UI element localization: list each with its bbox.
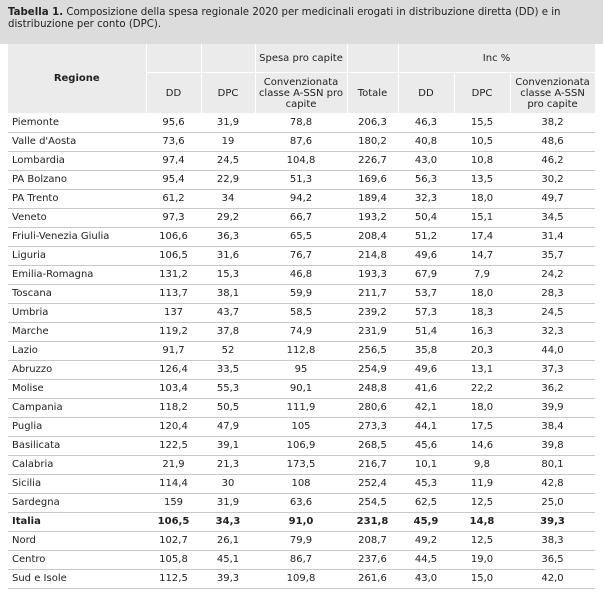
cell-convenzionata: 105 [255,418,347,437]
header-spesa-pro-capite: Spesa pro capite [255,44,347,73]
cell-totale: 254,9 [347,361,398,380]
cell-dpc: 26,1 [201,532,255,551]
cell-regione: Piemonte [8,114,146,133]
cell-regione: Italia [8,513,146,532]
cell-regione: Liguria [8,247,146,266]
cell-inc-dd: 53,7 [398,285,454,304]
cell-regione: Emilia-Romagna [8,266,146,285]
table-row [8,247,595,266]
cell-inc-dpc: 15,1 [454,209,510,228]
cell-inc-dpc: 10,5 [454,133,510,152]
table-row [8,551,595,570]
cell-totale: 252,4 [347,475,398,494]
cell-inc-dpc: 15,5 [454,114,510,133]
cell-totale: 280,6 [347,399,398,418]
cell-dpc: 21,3 [201,456,255,475]
cell-inc-dd: 49,6 [398,361,454,380]
header-inc-percent: Inc % [398,44,595,73]
cell-dpc: 15,3 [201,266,255,285]
table-row [8,513,595,532]
cell-totale: 268,5 [347,437,398,456]
header-convenzionata: Convenzionata classe A-SSN pro capite [255,73,347,114]
cell-dpc: 38,1 [201,285,255,304]
cell-inc-convenzionata: 31,4 [510,228,595,247]
cell-dpc: 45,1 [201,551,255,570]
table-row [8,437,595,456]
table-row [8,456,595,475]
cell-inc-dd: 67,9 [398,266,454,285]
cell-inc-dd: 10,1 [398,456,454,475]
cell-totale: 208,4 [347,228,398,247]
cell-convenzionata: 111,9 [255,399,347,418]
cell-convenzionata: 58,5 [255,304,347,323]
cell-dd: 122,5 [146,437,201,456]
table-row [8,190,595,209]
cell-convenzionata: 51,3 [255,171,347,190]
cell-totale: 248,8 [347,380,398,399]
cell-inc-convenzionata: 24,5 [510,304,595,323]
cell-regione: Sicilia [8,475,146,494]
table-body [8,114,595,589]
table-row [8,266,595,285]
cell-inc-convenzionata: 42,0 [510,570,595,589]
cell-inc-dpc: 18,3 [454,304,510,323]
cell-inc-dd: 40,8 [398,133,454,152]
cell-inc-dd: 51,2 [398,228,454,247]
cell-inc-convenzionata: 24,2 [510,266,595,285]
cell-dd: 105,8 [146,551,201,570]
cell-inc-dd: 44,5 [398,551,454,570]
header-blank-totale [347,44,398,73]
cell-inc-dpc: 22,2 [454,380,510,399]
cell-regione: Lazio [8,342,146,361]
cell-convenzionata: 94,2 [255,190,347,209]
cell-regione: PA Bolzano [8,171,146,190]
cell-dd: 137 [146,304,201,323]
table-row [8,133,595,152]
cell-inc-dd: 35,8 [398,342,454,361]
header-regione: Regione [8,44,146,114]
cell-dd: 106,6 [146,228,201,247]
cell-dpc: 55,3 [201,380,255,399]
cell-totale: 208,7 [347,532,398,551]
cell-inc-dd: 62,5 [398,494,454,513]
cell-regione: Centro [8,551,146,570]
cell-dpc: 22,9 [201,171,255,190]
cell-convenzionata: 104,8 [255,152,347,171]
cell-inc-convenzionata: 46,2 [510,152,595,171]
cell-dd: 120,4 [146,418,201,437]
cell-convenzionata: 66,7 [255,209,347,228]
cell-dpc: 31,6 [201,247,255,266]
cell-dpc: 36,3 [201,228,255,247]
cell-regione: Puglia [8,418,146,437]
cell-inc-convenzionata: 35,7 [510,247,595,266]
cell-dpc: 33,5 [201,361,255,380]
cell-inc-dpc: 13,5 [454,171,510,190]
cell-dpc: 37,8 [201,323,255,342]
cell-totale: 169,6 [347,171,398,190]
cell-inc-convenzionata: 38,4 [510,418,595,437]
table-row [8,399,595,418]
table-row [8,171,595,190]
cell-convenzionata: 74,9 [255,323,347,342]
cell-inc-dpc: 9,8 [454,456,510,475]
cell-dd: 95,4 [146,171,201,190]
cell-dpc: 34,3 [201,513,255,532]
cell-convenzionata: 95 [255,361,347,380]
cell-regione: Calabria [8,456,146,475]
table-row [8,342,595,361]
cell-regione: Sud e Isole [8,570,146,589]
cell-convenzionata: 63,6 [255,494,347,513]
table-row [8,285,595,304]
cell-regione: Friuli-Venezia Giulia [8,228,146,247]
cell-dd: 114,4 [146,475,201,494]
cell-inc-dpc: 18,0 [454,399,510,418]
cell-totale: 237,6 [347,551,398,570]
cell-dd: 21,9 [146,456,201,475]
cell-inc-dd: 51,4 [398,323,454,342]
table-row [8,380,595,399]
cell-regione: Campania [8,399,146,418]
cell-inc-dpc: 7,9 [454,266,510,285]
cell-dpc: 31,9 [201,114,255,133]
header-inc-dpc: DPC [454,73,510,114]
cell-inc-dpc: 10,8 [454,152,510,171]
cell-regione: Marche [8,323,146,342]
cell-convenzionata: 46,8 [255,266,347,285]
cell-inc-dpc: 18,0 [454,285,510,304]
cell-dpc: 29,2 [201,209,255,228]
header-inc-convenzionata: Convenzionata classe A-SSN pro capite [510,73,595,114]
cell-totale: 189,4 [347,190,398,209]
cell-totale: 226,7 [347,152,398,171]
table-row [8,228,595,247]
cell-inc-convenzionata: 37,3 [510,361,595,380]
table-row [8,209,595,228]
cell-inc-dd: 49,2 [398,532,454,551]
cell-dpc: 30 [201,475,255,494]
cell-inc-convenzionata: 39,9 [510,399,595,418]
table-row [8,418,595,437]
cell-inc-dpc: 14,7 [454,247,510,266]
cell-dpc: 31,9 [201,494,255,513]
cell-dpc: 24,5 [201,152,255,171]
cell-inc-convenzionata: 38,3 [510,532,595,551]
cell-dpc: 39,3 [201,570,255,589]
cell-convenzionata: 86,7 [255,551,347,570]
cell-inc-convenzionata: 39,3 [510,513,595,532]
header-totale: Totale [347,73,398,114]
cell-inc-dpc: 15,0 [454,570,510,589]
cell-totale: 193,3 [347,266,398,285]
cell-dpc: 43,7 [201,304,255,323]
cell-dd: 113,7 [146,285,201,304]
caption-text: Composizione della spesa regionale 2020 per medicinali erogati in distribuzione diretta (DD) e in distribuzione per conto (DPC). [8,7,561,30]
table-row [8,152,595,171]
header-inc-dd: DD [398,73,454,114]
header-blank-dd [146,44,201,73]
cell-dd: 61,2 [146,190,201,209]
cell-inc-dd: 42,1 [398,399,454,418]
cell-regione: Abruzzo [8,361,146,380]
cell-inc-dpc: 20,3 [454,342,510,361]
cell-inc-dpc: 12,5 [454,494,510,513]
cell-convenzionata: 108 [255,475,347,494]
header-blank-dpc [201,44,255,73]
table-header [8,44,595,114]
cell-dd: 106,5 [146,247,201,266]
cell-inc-dd: 32,3 [398,190,454,209]
cell-dd: 102,7 [146,532,201,551]
cell-inc-dpc: 11,9 [454,475,510,494]
cell-convenzionata: 91,0 [255,513,347,532]
cell-inc-dpc: 17,5 [454,418,510,437]
table-row [8,304,595,323]
header-dpc: DPC [201,73,255,114]
cell-inc-convenzionata: 36,2 [510,380,595,399]
cell-regione: Valle d'Aosta [8,133,146,152]
cell-dd: 119,2 [146,323,201,342]
cell-dd: 103,4 [146,380,201,399]
cell-totale: 214,8 [347,247,398,266]
table-row [8,323,595,342]
cell-dd: 91,7 [146,342,201,361]
cell-inc-convenzionata: 44,0 [510,342,595,361]
cell-dd: 95,6 [146,114,201,133]
table-row [8,570,595,589]
cell-totale: 193,2 [347,209,398,228]
cell-inc-convenzionata: 38,2 [510,114,595,133]
cell-inc-convenzionata: 80,1 [510,456,595,475]
cell-convenzionata: 173,5 [255,456,347,475]
cell-regione: Lombardia [8,152,146,171]
cell-dd: 131,2 [146,266,201,285]
cell-inc-dd: 44,1 [398,418,454,437]
cell-regione: Basilicata [8,437,146,456]
cell-dpc: 19 [201,133,255,152]
cell-inc-convenzionata: 30,2 [510,171,595,190]
cell-totale: 239,2 [347,304,398,323]
cell-convenzionata: 76,7 [255,247,347,266]
cell-regione: Veneto [8,209,146,228]
cell-totale: 256,5 [347,342,398,361]
table-row [8,114,595,133]
cell-dd: 97,3 [146,209,201,228]
cell-inc-dd: 46,3 [398,114,454,133]
cell-inc-dd: 49,6 [398,247,454,266]
cell-dd: 73,6 [146,133,201,152]
header-dd: DD [146,73,201,114]
table-row [8,532,595,551]
cell-regione: Toscana [8,285,146,304]
cell-regione: Sardegna [8,494,146,513]
cell-convenzionata: 109,8 [255,570,347,589]
cell-convenzionata: 59,9 [255,285,347,304]
cell-inc-dd: 56,3 [398,171,454,190]
cell-totale: 261,6 [347,570,398,589]
cell-inc-dpc: 13,1 [454,361,510,380]
cell-convenzionata: 79,9 [255,532,347,551]
cell-dd: 106,5 [146,513,201,532]
cell-totale: 180,2 [347,133,398,152]
cell-inc-dd: 57,3 [398,304,454,323]
cell-dpc: 39,1 [201,437,255,456]
cell-inc-dpc: 16,3 [454,323,510,342]
cell-totale: 216,7 [347,456,398,475]
cell-regione: Nord [8,532,146,551]
spesa-table [8,44,596,589]
cell-inc-convenzionata: 48,6 [510,133,595,152]
cell-regione: Molise [8,380,146,399]
cell-inc-dpc: 12,5 [454,532,510,551]
cell-inc-dpc: 14,8 [454,513,510,532]
cell-regione: PA Trento [8,190,146,209]
cell-inc-dd: 50,4 [398,209,454,228]
cell-dd: 112,5 [146,570,201,589]
caption-label: Tabella 1. [8,7,64,18]
cell-inc-dd: 43,0 [398,570,454,589]
cell-totale: 273,3 [347,418,398,437]
cell-convenzionata: 90,1 [255,380,347,399]
cell-dpc: 52 [201,342,255,361]
cell-inc-dd: 45,6 [398,437,454,456]
cell-inc-dd: 45,3 [398,475,454,494]
cell-dd: 97,4 [146,152,201,171]
cell-totale: 231,8 [347,513,398,532]
table-caption [0,0,603,44]
cell-inc-dpc: 18,0 [454,190,510,209]
cell-dd: 126,4 [146,361,201,380]
cell-inc-convenzionata: 25,0 [510,494,595,513]
cell-convenzionata: 106,9 [255,437,347,456]
cell-convenzionata: 112,8 [255,342,347,361]
cell-totale: 231,9 [347,323,398,342]
cell-totale: 206,3 [347,114,398,133]
cell-convenzionata: 78,8 [255,114,347,133]
cell-inc-convenzionata: 42,8 [510,475,595,494]
cell-inc-convenzionata: 49,7 [510,190,595,209]
cell-dd: 118,2 [146,399,201,418]
cell-inc-convenzionata: 39,8 [510,437,595,456]
cell-convenzionata: 87,6 [255,133,347,152]
cell-inc-dpc: 19,0 [454,551,510,570]
cell-inc-convenzionata: 34,5 [510,209,595,228]
cell-dpc: 50,5 [201,399,255,418]
cell-inc-convenzionata: 28,3 [510,285,595,304]
cell-inc-dd: 45,9 [398,513,454,532]
cell-dpc: 34 [201,190,255,209]
table-row [8,361,595,380]
cell-dpc: 47,9 [201,418,255,437]
cell-dd: 159 [146,494,201,513]
cell-inc-dd: 43,0 [398,152,454,171]
cell-inc-convenzionata: 32,3 [510,323,595,342]
cell-totale: 211,7 [347,285,398,304]
cell-inc-dpc: 17,4 [454,228,510,247]
cell-totale: 254,5 [347,494,398,513]
table-row [8,475,595,494]
table-row [8,494,595,513]
cell-inc-dd: 41,6 [398,380,454,399]
cell-inc-dpc: 14,6 [454,437,510,456]
cell-convenzionata: 65,5 [255,228,347,247]
cell-regione: Umbria [8,304,146,323]
cell-inc-convenzionata: 36,5 [510,551,595,570]
